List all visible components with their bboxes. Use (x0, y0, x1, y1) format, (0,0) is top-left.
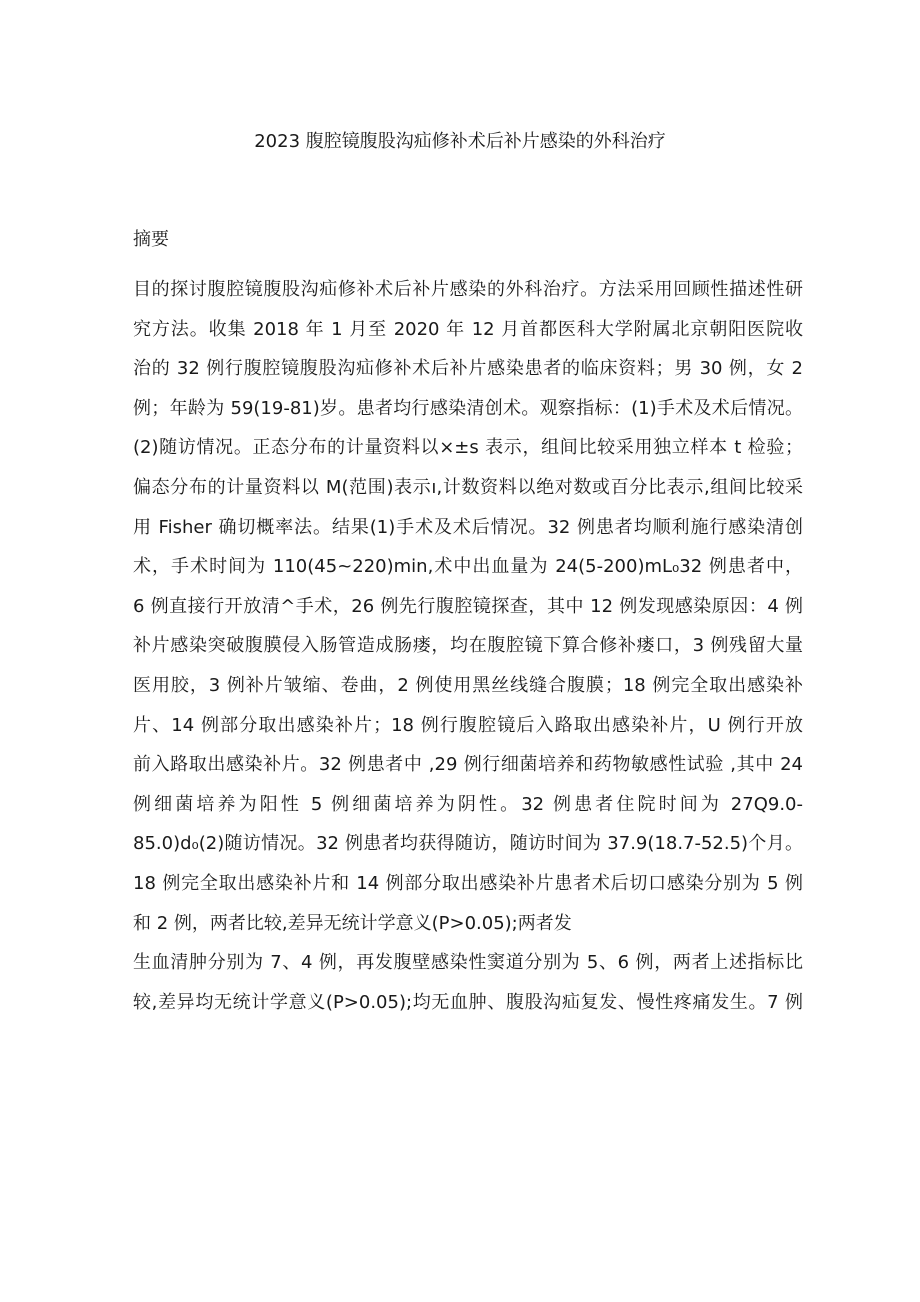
text-line: 术，手术时间为 110(45~220)min,术中出血量为 24(5-200)mL₀32 例患者中， (133, 556, 803, 578)
text-line: 生血清肿分别为 7、4 例，再发腹壁感染性窦道分别为 5、6 例，两者上述指标比 (133, 952, 803, 974)
text-line: (2)随访情况。正态分布的计量资料以×±s 表示，组间比较采用独立样本 t 检验； (133, 437, 803, 459)
text-line: 85.0)d₀(2)随访情况。32 例患者均获得随访，随访时间为 37.9(18.7-52.5)个月。 (133, 833, 803, 855)
abstract-heading: 摘要 (133, 229, 169, 250)
text-line: 6 例直接行开放清^手术，26 例先行腹腔镜探查，其中 12 例发现感染原因：4 例 (133, 595, 803, 617)
text-line: 例；年龄为 59(19-81)岁。患者均行感染清创术。观察指标：(1)手术及术后情况。 (133, 397, 803, 419)
text-line: 偏态分布的计量资料以 M(范围)表示ı,计数资料以绝对数或百分比表示,组间比较采 (133, 476, 803, 498)
text-line: 和 2 例，两者比较,差异无统计学意义(P>0.05);两者发 (133, 912, 572, 934)
document-title: 2023 腹腔镜腹股沟疝修补术后补片感染的外科治疗 (254, 131, 666, 152)
text-line: 用 Fisher 确切概率法。结果(1)手术及术后情况。32 例患者均顺利施行感染清创 (133, 516, 803, 538)
text-line: 医用胶，3 例补片皱缩、卷曲，2 例使用黑丝线缝合腹膜；18 例完全取出感染补 (133, 674, 803, 696)
text-line: 究方法。收集 2018 年 1 月至 2020 年 12 月首都医科大学附属北京朝阳医院收 (133, 318, 803, 340)
text-line: 前入路取出感染补片。32 例患者中 ,29 例行细菌培养和药物敏感性试验 ,其中 24 (133, 754, 803, 776)
text-line: 例细菌培养为阳性 5 例细菌培养为阴性。32 例患者住院时间为 27Q9.0- (133, 793, 803, 815)
text-line: 治的 32 例行腹腔镜腹股沟疝修补术后补片感染患者的临床资料；男 30 例，女 2 (133, 358, 803, 380)
abstract-body (133, 270, 803, 1022)
text-line: 片、14 例部分取出感染补片；18 例行腹腔镜后入路取出感染补片，U 例行开放 (133, 714, 803, 736)
text-line: 18 例完全取出感染补片和 14 例部分取出感染补片患者术后切口感染分别为 5 例 (133, 872, 803, 894)
text-line: 补片感染突破腹膜侵入肠管造成肠瘘，均在腹腔镜下算合修补瘘口，3 例残留大量 (133, 635, 803, 657)
text-line: 目的探讨腹腔镜腹股沟疝修补术后补片感染的外科治疗。方法采用回顾性描述性研 (133, 279, 803, 300)
text-line: 较,差异均无统计学意义(P>0.05);均无血肿、腹股沟疝复发、慢性疼痛发生。7 例 (133, 991, 803, 1013)
